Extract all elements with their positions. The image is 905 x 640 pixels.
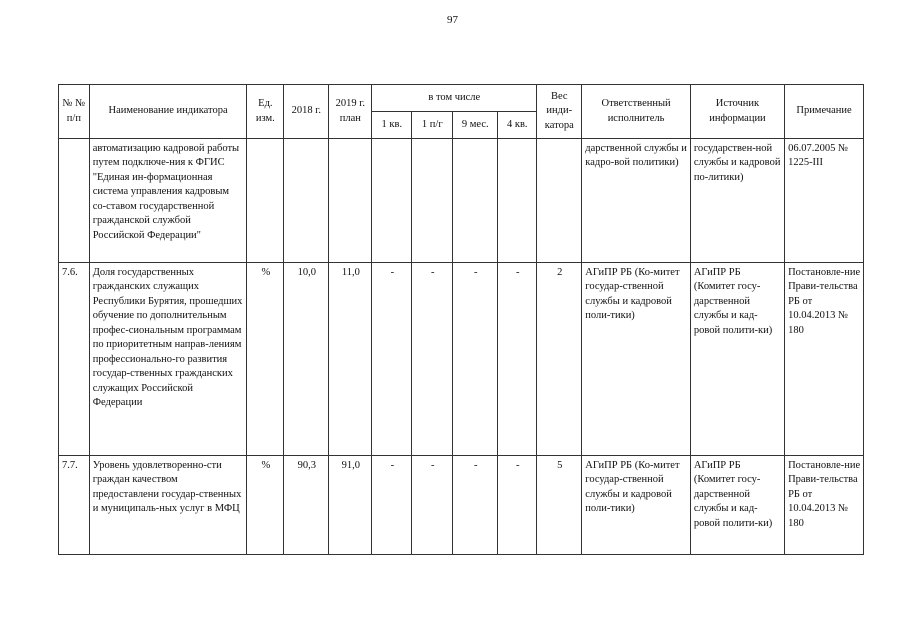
row-h1 xyxy=(412,139,453,263)
row-indicator-name: Уровень удовлетворенно-сти граждан качеством предоставлени государ-ственных и муниципаль-ных услуг в МФЦ xyxy=(89,456,247,555)
header-note: Примечание xyxy=(785,85,864,139)
row-q1 xyxy=(372,139,412,263)
header-q4: 4 кв. xyxy=(498,112,537,139)
row-weight: 2 xyxy=(537,263,582,456)
row-2019-plan: 91,0 xyxy=(329,456,372,555)
header-num: № № п/п xyxy=(59,85,90,139)
row-h1: - xyxy=(412,456,453,555)
row-num: 7.7. xyxy=(59,456,90,555)
table-row xyxy=(59,263,864,456)
row-2018-value: 90,3 xyxy=(284,456,329,555)
row-9m: - xyxy=(453,456,498,555)
row-executor: АГиПР РБ (Ко-митет государ-ственной службы и кадровой поли-тики) xyxy=(582,456,691,555)
row-q4: - xyxy=(498,456,537,555)
row-source: АГиПР РБ (Комитет госу-дарственной службы и кад-ровой полити-ки) xyxy=(690,263,784,456)
row-2019-plan: 11,0 xyxy=(329,263,372,456)
header-source: Источник информации xyxy=(690,85,784,139)
row-2018-value xyxy=(284,139,329,263)
header-9m: 9 мес. xyxy=(453,112,498,139)
row-unit: % xyxy=(247,456,284,555)
row-q4: - xyxy=(498,263,537,456)
row-2018-value: 10,0 xyxy=(284,263,329,456)
row-weight: 5 xyxy=(537,456,582,555)
header-2018: 2018 г. xyxy=(284,85,329,139)
indicator-table xyxy=(58,84,864,555)
row-note: Постановле-ние Прави-тельства РБ от 10.04.2013 № 180 xyxy=(785,456,864,555)
row-9m: - xyxy=(453,263,498,456)
row-source: государствен-ной службы и кадровой по-литики) xyxy=(690,139,784,263)
row-weight xyxy=(537,139,582,263)
row-indicator-name: автоматизацию кадровой работы путем подключе-ния к ФГИС "Единая ин-формационная система управления кадровым со-ставом государственной гражданской службой Российской Федерации" xyxy=(89,139,247,263)
row-q1: - xyxy=(372,263,412,456)
table-row xyxy=(59,456,864,555)
row-q1: - xyxy=(372,456,412,555)
row-source: АГиПР РБ (Комитет госу-дарственной службы и кад-ровой полити-ки) xyxy=(690,456,784,555)
header-including: в том числе xyxy=(372,85,537,112)
row-h1: - xyxy=(412,263,453,456)
row-unit: % xyxy=(247,263,284,456)
table-row xyxy=(59,139,864,263)
row-note: 06.07.2005 № 1225-III xyxy=(785,139,864,263)
row-q4 xyxy=(498,139,537,263)
row-indicator-name: Доля государственных гражданских служащих Республики Бурятия, прошедших обучение по дополнительным профес-сиональным программам по приоритетным направ-лениям профессионально-го развития государ-ственных гражданских служащих Российской Федерации xyxy=(89,263,247,456)
row-num: 7.6. xyxy=(59,263,90,456)
header-2019: 2019 г. план xyxy=(329,85,372,139)
row-note: Постановле-ние Прави-тельства РБ от 10.04.2013 № 180 xyxy=(785,263,864,456)
row-unit xyxy=(247,139,284,263)
page-number: 97 xyxy=(447,14,458,26)
header-q1: 1 кв. xyxy=(372,112,412,139)
header-unit: Ед. изм. xyxy=(247,85,284,139)
header-name: Наименование индикатора xyxy=(89,85,247,139)
row-9m xyxy=(453,139,498,263)
header-executor: Ответственный исполнитель xyxy=(582,85,691,139)
row-2019-plan xyxy=(329,139,372,263)
header-weight: Вес инди-катора xyxy=(537,85,582,139)
row-num xyxy=(59,139,90,263)
header-h1: 1 п/г xyxy=(412,112,453,139)
row-executor: дарственной службы и кадро-вой политики) xyxy=(582,139,691,263)
row-executor: АГиПР РБ (Ко-митет государ-ственной службы и кадровой поли-тики) xyxy=(582,263,691,456)
